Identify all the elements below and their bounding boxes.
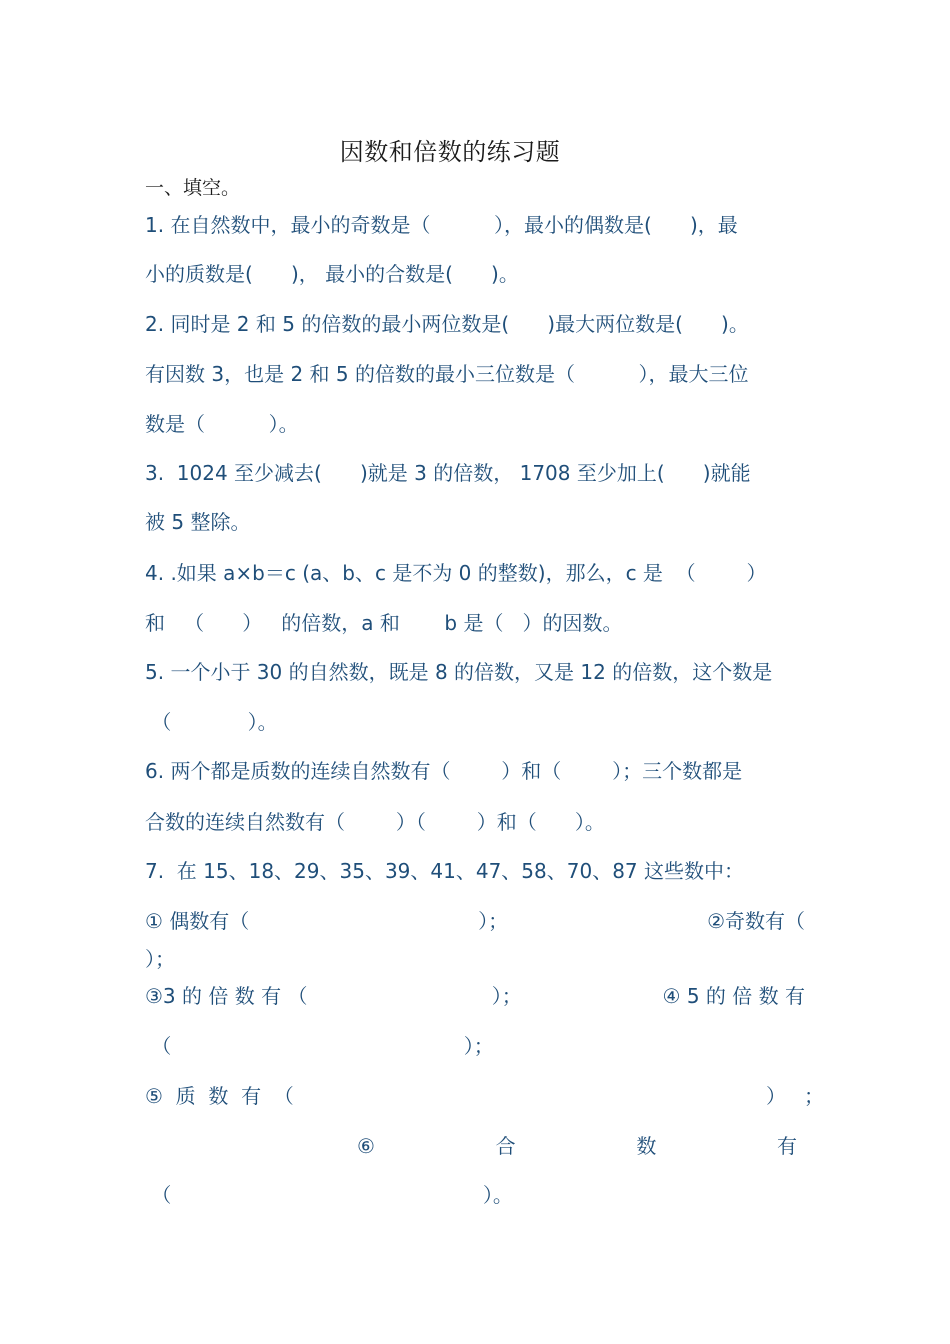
question-2-line-1: 2. 同时是 2 和 5 的倍数的最小两位数是( )最大两位数是( )。	[145, 312, 749, 336]
question-7-intro: 7. 在 15、18、29、35、39、41、47、58、70、87 这些数中：	[145, 859, 745, 883]
odd-numbers-label: ②奇数有（	[707, 909, 805, 933]
question-5-line-1: 5. 一个小于 30 的自然数，既是 8 的倍数，又是 12 的倍数，这个数是	[145, 660, 773, 684]
even-numbers-blank: ① 偶数有（ ）；	[145, 909, 509, 933]
composite-word-1: 合	[495, 1134, 516, 1158]
composite-label-row	[357, 1132, 797, 1160]
question-4-line-1: 4. .如果 a×b＝c (a、b、c 是不为 0 的整数)，那么，c 是 （ ）	[145, 561, 767, 585]
primes-semicolon: ；	[804, 1084, 824, 1108]
composite-word-3: 有	[777, 1134, 797, 1158]
question-5-line-2: （ ）。	[145, 710, 278, 734]
question-7-multiples-row	[145, 982, 805, 1010]
question-1-line-2: 小的质数是( )， 最小的合数是( )。	[145, 262, 519, 286]
question-3-line-1: 3. 1024 至少减去( )就是 3 的倍数， 1708 至少加上( )就能	[145, 461, 751, 485]
page-title: 因数和倍数的练习题	[339, 138, 561, 166]
composite-word-2: 数	[636, 1134, 657, 1158]
composite-blank: （ ）。	[145, 1183, 513, 1207]
question-2-line-2: 有因数 3，也是 2 和 5 的倍数的最小三位数是（ ），最大三位	[145, 362, 749, 386]
multiples-of-3-blank: ③3 的 倍 数 有 （ ）；	[145, 984, 522, 1008]
question-6-line-1: 6. 两个都是质数的连续自然数有（ ）和（ ）；三个数都是	[145, 759, 743, 783]
section-heading: 一、填空。	[145, 177, 241, 199]
question-2-line-3: 数是（ ）。	[145, 412, 299, 436]
question-4-line-2: 和 （ ） 的倍数，a 和 b 是（ ）的因数。	[145, 611, 623, 635]
question-7-even-odd-row	[145, 907, 805, 935]
question-3-line-2: 被 5 整除。	[145, 510, 251, 534]
multiples-of-5-blank: （ ）；	[145, 1034, 494, 1058]
primes-label: ⑤ 质 数 有 （	[145, 1084, 294, 1108]
question-1-line-1: 1. 在自然数中，最小的奇数是（ ），最小的偶数是( )，最	[145, 213, 738, 237]
primes-close-paren: ）	[766, 1084, 786, 1108]
question-6-line-2: 合数的连续自然数有（ ）（ ）和（ ）。	[145, 810, 605, 834]
composite-marker: ⑥	[357, 1134, 375, 1158]
multiples-of-5-label: ④ 5 的 倍 数 有	[662, 984, 805, 1008]
odd-numbers-close: ）；	[145, 947, 175, 971]
